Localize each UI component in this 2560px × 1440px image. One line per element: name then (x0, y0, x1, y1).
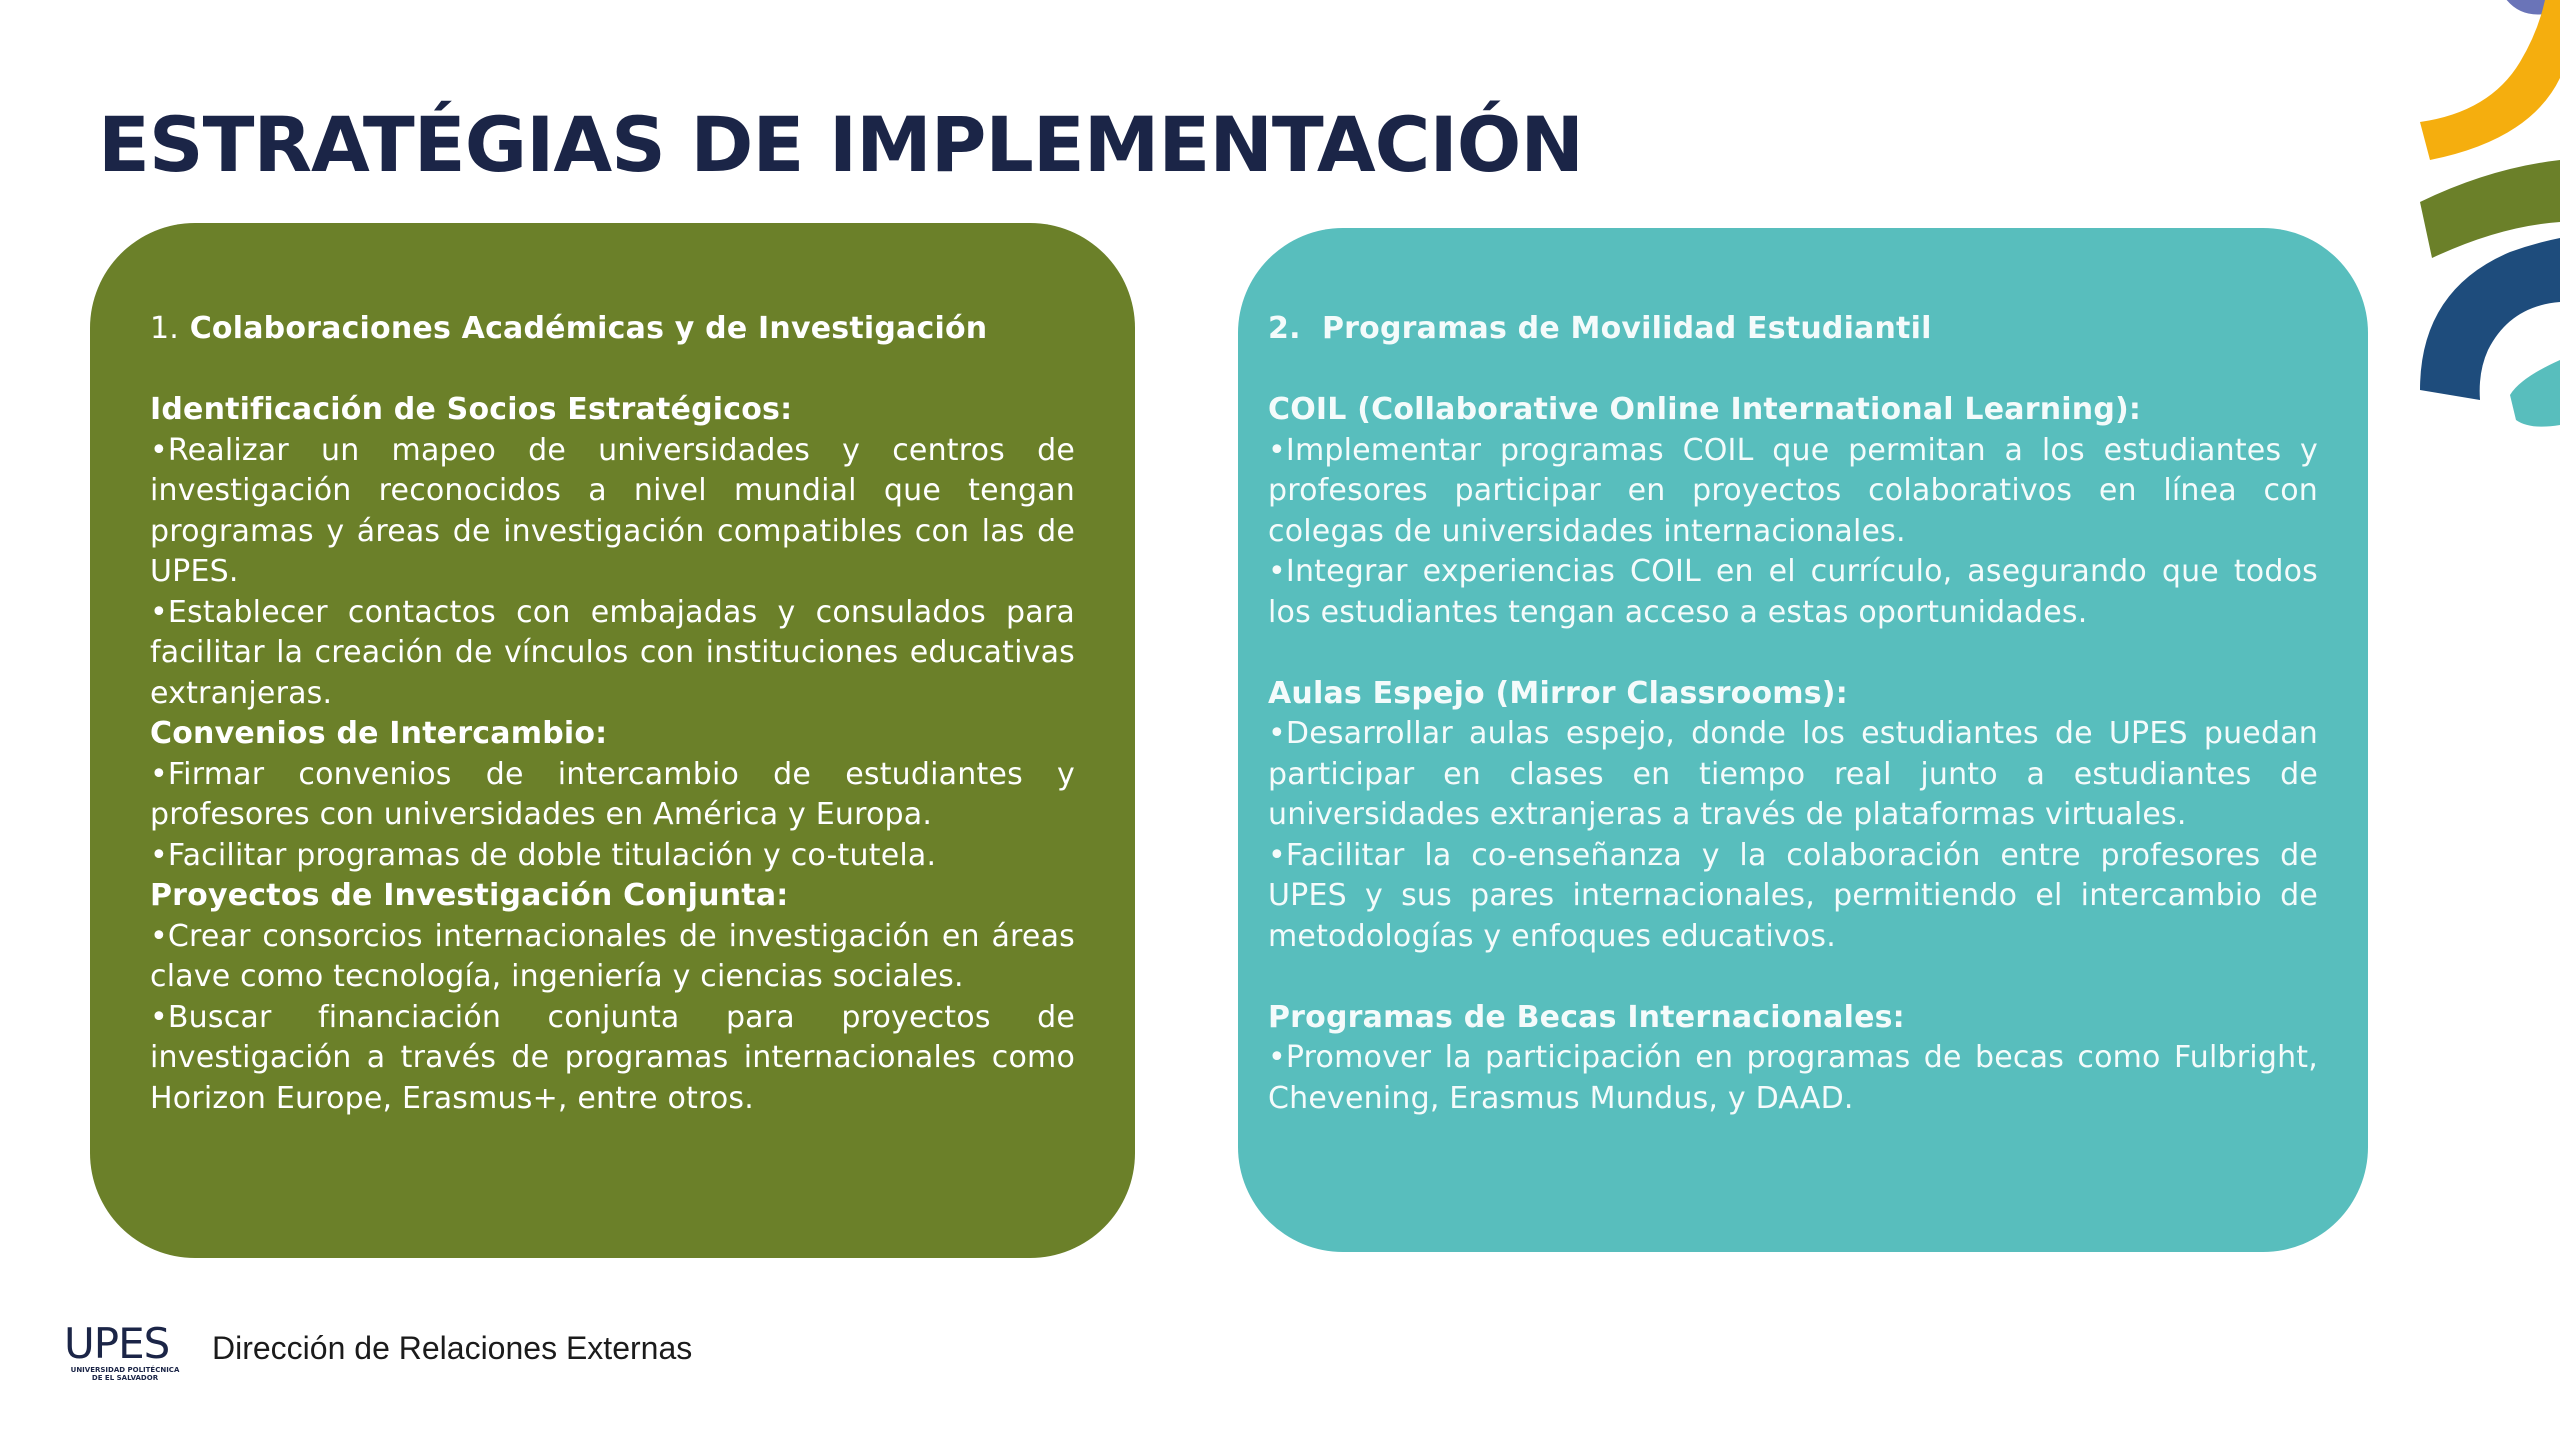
card-heading: 1. Colaboraciones Académicas y de Investigación (150, 311, 988, 346)
department-name: Dirección de Relaciones Externas (212, 1330, 693, 1366)
upes-logo (64, 1319, 192, 1382)
section-title: Convenios de Intercambio: (150, 716, 608, 751)
bullet-item: •Desarrollar aulas espejo, donde los estudiantes de UPES puedan participar en clases en tiempo real junto a estudiantes de universidades extranjeras a través de plataformas virtuales. (1268, 716, 2318, 832)
bullet-item: •Establecer contactos con embajadas y consulados para facilitar la creación de vínculos con instituciones educativas extranjeras. (150, 594, 1075, 711)
curved-stripes-decoration-icon (2420, 0, 2560, 440)
page-title: ESTRATÉGIAS DE IMPLEMENTACIÓN (98, 100, 1583, 189)
teal-stripe (2510, 360, 2560, 427)
bullet-item: •Realizar un mapeo de universidades y centros de investigación reconocidos a nivel mundial que tengan programas y áreas de investigación compatibles con las de UPES. (150, 432, 1075, 589)
bullet-item: •Facilitar la co-enseñanza y la colaboración entre profesores de UPES y sus pares internacionales, permitiendo el intercambio de metodologías y enfoques educativos. (1268, 837, 2318, 954)
section-title: Aulas Espejo (Mirror Classrooms): (1268, 675, 1848, 711)
student-mobility-card (1238, 228, 2368, 1252)
bullet-item: •Firmar convenios de intercambio de estudiantes y profesores con universidades en América y Europa. (150, 756, 1075, 832)
bullet-item: •Facilitar programas de doble titulación y co-tutela. (150, 837, 937, 873)
card-heading: 2. Programas de Movilidad Estudiantil (1268, 311, 1932, 346)
bullet-item: •Implementar programas COIL que permitan a los estudiantes y profesores participar en proyectos colaborativos en línea con colegas de universidades internacionales. (1268, 432, 2318, 549)
section-title: Proyectos de Investigación Conjunta: (150, 878, 789, 913)
logo-subtitle: DE EL SALVADOR (91, 1374, 159, 1382)
bullet-item: •Integrar experiencias COIL en el currículo, asegurando que todos los estudiantes tengan acceso a estas oportunidades. (1268, 554, 2318, 630)
logo-subtitle: UNIVERSIDAD POLITÉCNICA (70, 1366, 180, 1374)
logo-wordmark: UPES (64, 1319, 170, 1368)
bullet-item: •Promover la participación en programas de becas como Fulbright, Chevening, Erasmus Mundus, y DAAD. (1268, 1040, 2318, 1116)
section-title: COIL (Collaborative Online International Learning): (1268, 392, 2142, 427)
bullet-item: •Crear consorcios internacionales de investigación en áreas clave como tecnología, ingeniería y ciencias sociales. (150, 918, 1075, 994)
bullet-item: •Buscar financiación conjunta para proyectos de investigación a través de programas internacionales como Horizon Europe, Erasmus+, entre otros. (150, 999, 1075, 1116)
yellow-stripe (2420, 0, 2560, 160)
academic-collaboration-card (90, 223, 1135, 1258)
section-title: Programas de Becas Internacionales: (1268, 999, 1905, 1035)
section-title: Identificación de Socios Estratégicos: (150, 392, 793, 427)
